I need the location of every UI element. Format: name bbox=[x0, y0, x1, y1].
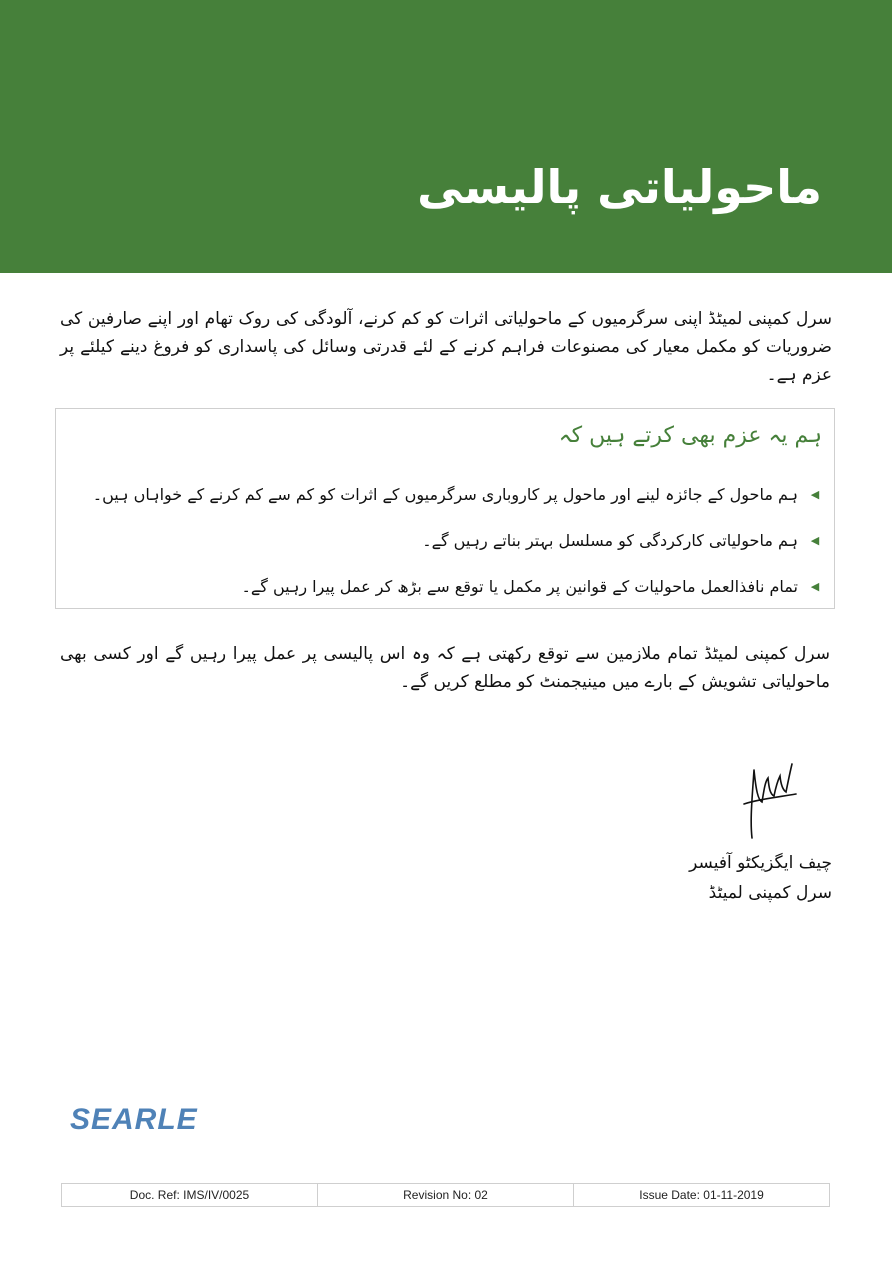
closing-paragraph: سرل کمپنی لمیٹڈ تمام ملازمین سے توقع رکھتی ہے کہ وہ اس پالیسی پر عمل پیرا رہیں گے اور کسی بھی ماحولیاتی تشویش کے بارے میں مینیجمنٹ کو مطلع کریں گے۔ bbox=[60, 644, 830, 692]
triangle-bullet-icon: ◀ bbox=[810, 579, 820, 593]
commitment-text: ہم ماحولیاتی کارکردگی کو مسلسل بہتر بناتے رہیں گے۔ bbox=[422, 530, 798, 550]
signatory-company: سرل کمپنی لمیٹڈ bbox=[708, 883, 832, 903]
signatory-block bbox=[689, 848, 832, 908]
commitments-list bbox=[76, 471, 822, 609]
searle-logo: SEARLE bbox=[70, 1103, 198, 1136]
triangle-bullet-icon: ◀ bbox=[810, 487, 820, 501]
list-item bbox=[76, 563, 822, 609]
signature-image bbox=[738, 760, 798, 844]
triangle-bullet-icon: ◀ bbox=[810, 533, 820, 547]
header-banner bbox=[0, 0, 892, 273]
commitments-heading: ہم یہ عزم بھی کرتے ہیں کہ bbox=[558, 423, 822, 448]
signatory-title: چیف ایگزیکٹو آفیسر bbox=[689, 853, 832, 873]
document-footer bbox=[61, 1183, 830, 1207]
page-title: ماحولیاتی پالیسی bbox=[417, 160, 822, 214]
list-item bbox=[76, 471, 822, 517]
commitment-text: تمام نافذالعمل ماحولیات کے قوانین پر مکمل یا توقع سے بڑھ کر عمل پیرا رہیں گے۔ bbox=[241, 576, 798, 596]
intro-paragraph: سرل کمپنی لمیٹڈ اپنی سرگرمیوں کے ماحولیاتی اثرات کو کم کرنے، آلودگی کی روک تھام اور اپنے صارفین کی ضروریات کو مکمل معیار کی مصنوعات فراہم کرنے کے لئے قدرتی وسائل کی پاسداری کو فروغ دینے کیلئے پر عزم ہے۔ bbox=[60, 309, 832, 385]
issue-date: Issue Date: 01-11-2019 bbox=[639, 1188, 764, 1202]
revision-number: Revision No: 02 bbox=[318, 1184, 574, 1206]
list-item bbox=[76, 517, 822, 563]
commitment-text: ہم ماحول کے جائزہ لینے اور ماحول پر کاروباری سرگرمیوں کے اثرات کو کم سے کم کرنے کے خواہاں ہیں۔ bbox=[92, 484, 798, 504]
commitments-box bbox=[55, 408, 835, 609]
doc-ref: Doc. Ref: IMS/IV/0025 bbox=[62, 1184, 318, 1206]
